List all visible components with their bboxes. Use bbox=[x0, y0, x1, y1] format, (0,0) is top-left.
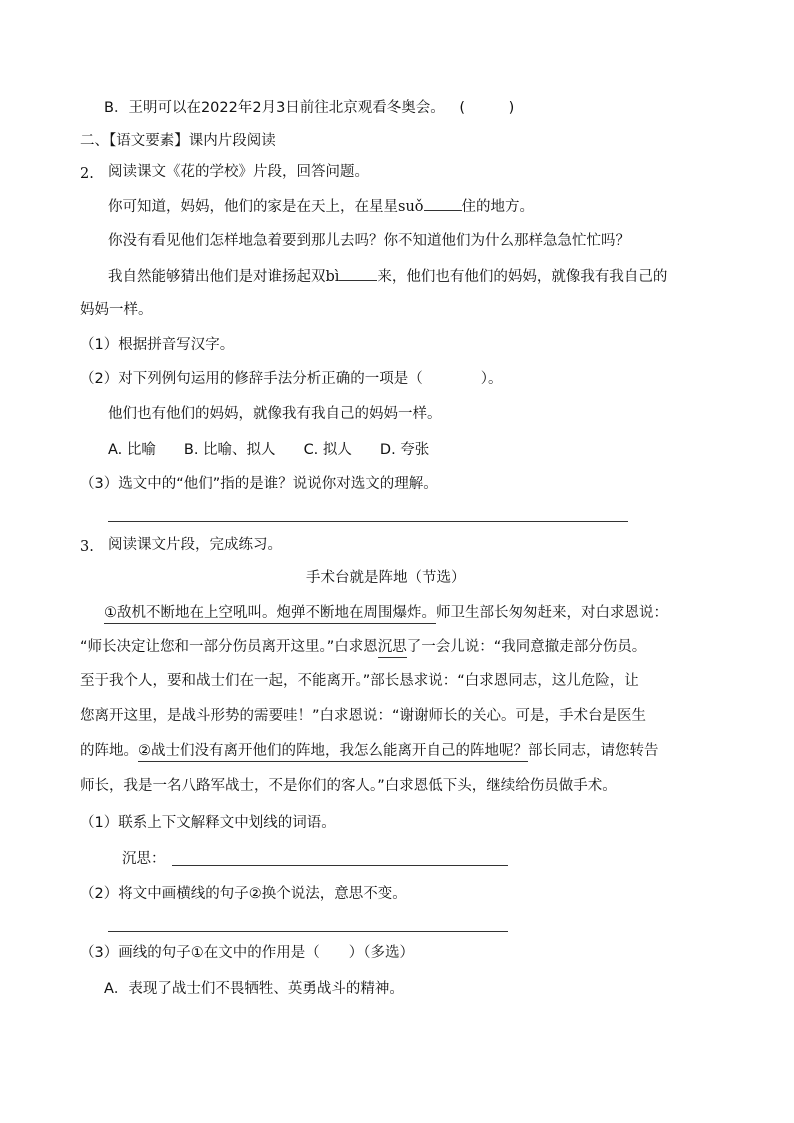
term-label: 沉思： bbox=[122, 851, 166, 867]
passage-line bbox=[108, 266, 667, 287]
fill-blank[interactable] bbox=[424, 196, 462, 211]
passage-line: 您离开这里，是战斗形势的需要哇！”白求恩说：“谢谢师长的关心。可是，手术台是医生 bbox=[80, 708, 647, 724]
passage-text: 了一会儿说：“我同意撤走部分伤员。 bbox=[406, 639, 647, 655]
passage-text: 的阵地。 bbox=[80, 743, 138, 759]
question-number: 2. bbox=[80, 166, 94, 182]
passage-text: 来，他们也有他们的妈妈，就像我有我自己的 bbox=[377, 269, 668, 285]
option-a[interactable]: A. 比喻 bbox=[108, 442, 156, 458]
circled-marker: ② bbox=[138, 743, 151, 759]
passage-line: 你没有看见他们怎样地急着要到那儿去吗？你不知道他们为什么那样急急忙忙吗？ bbox=[108, 233, 630, 249]
answer-line[interactable] bbox=[108, 521, 628, 522]
option-c[interactable]: C. 拟人 bbox=[303, 442, 352, 458]
passage-line bbox=[80, 741, 659, 762]
sentence-text: 战士们没有离开他们的阵地，我怎么能离开自己的阵地呢？ bbox=[151, 743, 528, 759]
section-heading: 二、【语文要素】课内片段阅读 bbox=[80, 133, 276, 149]
passage-line: 妈妈一样。 bbox=[80, 302, 153, 318]
pinyin: bì bbox=[325, 269, 340, 285]
question-prompt: 阅读课文片段，完成练习。 bbox=[108, 537, 282, 553]
circled-marker: ① bbox=[104, 605, 117, 621]
passage-text: 住的地方。 bbox=[461, 199, 535, 215]
sub-question: （2）将文中画横线的句子②换个说法，意思不变。 bbox=[80, 886, 407, 902]
passage-title: 手术台就是阵地（节选） bbox=[306, 570, 466, 586]
fill-blank[interactable] bbox=[339, 266, 377, 281]
underlined-word: 沉思 bbox=[378, 637, 407, 658]
answer-paren: ( ) bbox=[459, 100, 515, 116]
q1-option-b bbox=[104, 98, 514, 118]
passage-text: 我自然能够猜出他们是对谁扬起双 bbox=[108, 269, 326, 285]
option-d[interactable]: D. 夸张 bbox=[379, 442, 430, 458]
passage-text: 师卫生部长匆匆赶来，对白求恩说： bbox=[436, 605, 668, 621]
answer-line[interactable] bbox=[108, 931, 508, 932]
sub-question bbox=[80, 369, 502, 389]
sentence-text: 敌机不断地在上空吼叫。炮弹不断地在周围爆炸。 bbox=[117, 605, 436, 621]
passage-text: “师长决定让您和一部分伤员离开这里。”白求恩 bbox=[80, 639, 378, 655]
q1-option-b-text: B．王明可以在2022年2月3日前往北京观看冬奥会。 bbox=[104, 100, 445, 116]
sub-question: （1）联系上下文解释文中划线的词语。 bbox=[80, 815, 336, 831]
underlined-sentence-2 bbox=[138, 741, 528, 762]
sub-question-text: （2）对下列例句运用的修辞手法分析正确的一项是（ bbox=[80, 371, 423, 387]
option-row bbox=[108, 440, 457, 460]
answer-line[interactable] bbox=[172, 865, 508, 866]
passage-text: 你可知道，妈妈，他们的家是在天上，在星星 bbox=[108, 199, 398, 215]
passage-line bbox=[80, 637, 646, 658]
example-sentence: 他们也有他们的妈妈，就像我有我自己的妈妈一样。 bbox=[108, 406, 442, 422]
passage-text: 部长同志，请您转告 bbox=[528, 743, 659, 759]
sub-question: （3）画线的句子①在文中的作用是（ ）（多选） bbox=[80, 945, 414, 961]
option-a[interactable]: A．表现了战士们不畏牺牲、英勇战斗的精神。 bbox=[104, 981, 404, 997]
question-prompt: 阅读课文《花的学校》片段，回答问题。 bbox=[108, 164, 369, 180]
sub-question-text: ）。 bbox=[480, 371, 503, 387]
pinyin: suǒ bbox=[398, 199, 424, 215]
passage-line bbox=[104, 603, 668, 624]
underlined-sentence-1 bbox=[104, 603, 436, 624]
question-number: 3. bbox=[80, 539, 94, 555]
option-b[interactable]: B. 比喻、拟人 bbox=[183, 442, 276, 458]
sub-question: （1）根据拼音写汉字。 bbox=[80, 337, 235, 353]
passage-line: 师长，我是一名八路军战士，不是你们的客人。”白求恩低下头，继续给伤员做手术。 bbox=[80, 778, 617, 794]
passage-line bbox=[108, 196, 534, 217]
sub-question: （3）选文中的“他们”指的是谁？说说你对选文的理解。 bbox=[80, 476, 438, 492]
passage-line: 至于我个人，要和战士们在一起，不能离开。”部长恳求说：“白求恩同志，这儿危险，让 bbox=[80, 673, 639, 689]
